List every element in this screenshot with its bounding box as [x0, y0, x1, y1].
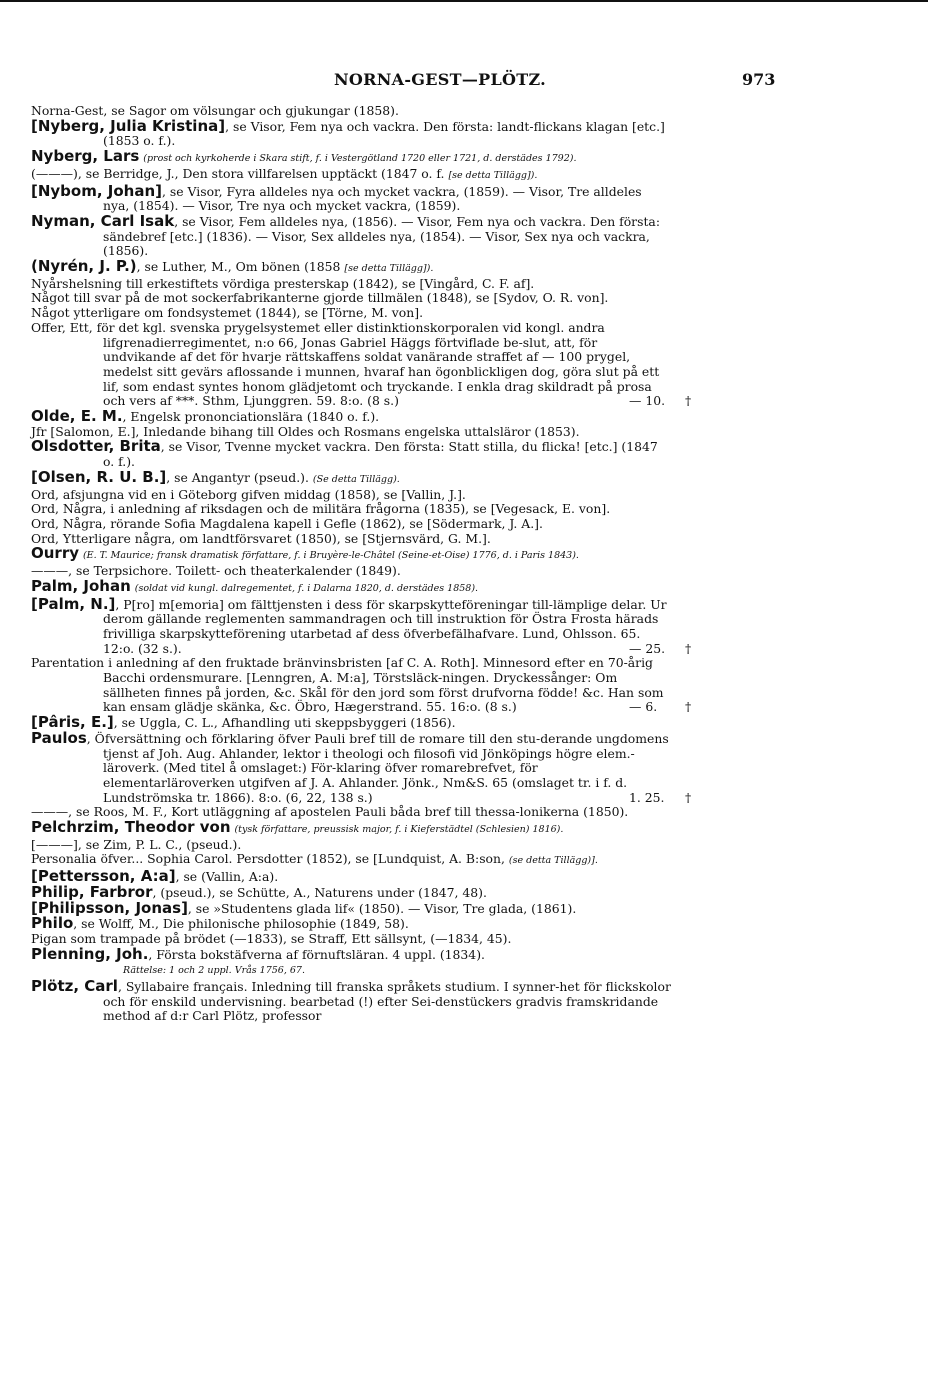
- catalog-entry: [31, 898, 671, 917]
- entry-heading: Philip, Farbror: [31, 882, 153, 901]
- catalog-entry: [31, 546, 671, 564]
- entry-note: (Se detta Tillägg).: [312, 473, 400, 485]
- entry-text: Ord, Några, rörande Sofia Magdalena kapell i Gefle (1862), se [Södermark, J. A.].: [31, 515, 543, 531]
- catalog-entry: [31, 181, 671, 214]
- entry-text: [———], se Zim, P. L. C., (pseud.).: [31, 836, 242, 852]
- entry-text: , P[ro] m[emoria] om fälttjensten i dess för skarpskytteföreningar till-lämplige delar. Ur derom gällande reglementen sammandragen och till instruktion för Östra Frosta härads frivilliga skarpskytteförening utarbetad af dess öfverbefälhafvare. Lund, Ohlsson. 65. 12:o. (32 s.).: [103, 596, 667, 656]
- entry-text: Ord, Ytterligare några, om landtförsvaret (1850), se [Stjernsvärd, G. M.].: [31, 530, 491, 546]
- entry-price: — 6.: [629, 699, 658, 715]
- entry-heading: [Palm, N.]: [31, 594, 116, 613]
- entry-text: , se »Studentens glada lif« (1850). — Visor, Tre glada, (1861).: [187, 900, 577, 916]
- entry-heading: Pelchrzim, Theodor von: [31, 818, 231, 837]
- entry-mark: †: [685, 393, 692, 409]
- catalog-entry: [31, 532, 671, 547]
- page-number: 973: [742, 70, 776, 89]
- catalog-entry: [31, 277, 671, 292]
- page-title: NORNA-GEST—PLÖTZ.: [333, 70, 547, 89]
- entry-note: [se detta Tillägg]).: [448, 169, 538, 181]
- catalog-entry: [31, 211, 671, 259]
- catalog-entry: [31, 944, 671, 979]
- entry-text: , se Uggla, C. L., Afhandling uti skeppsbyggeri (1856).: [113, 715, 456, 731]
- entry-text: , se Visor, Fem nya och vackra. Den första: landt-flickans klagan [etc.] (1853 o. f.).: [103, 118, 665, 149]
- catalog-entry: [31, 306, 671, 321]
- entry-note: (se detta Tillägg)].: [508, 855, 598, 867]
- entry-heading: Olsdotter, Brita: [31, 437, 161, 456]
- entry-note: (tysk författare, preussisk major, f. i Kieferstädtel (Schlesien) 1816).: [234, 824, 564, 836]
- entry-text: Ord, Några, i anledning af riksdagen och de militära frågorna (1835), se [Vegesack, E. von].: [31, 501, 611, 517]
- entry-text: Parentation i anledning af den fruktade bränvinsbristen [af C. A. Roth]. Minnesord efter en 70-årig Bacchi ordensmurare. [Lenngren, A. M:a], Törstsläck-ningen. Dryckessånger: Om sällheten finnes på jorden, &c. Skål för den jord som först drufvorna födde! &c. Han som kan ensam glädje skänka, &c. Öbro, Hægerstrand. 55. 16:o. (8 s.): [31, 655, 664, 715]
- entry-note: [se detta Tillägg]).: [344, 263, 434, 275]
- entry-heading: Plenning, Joh.: [31, 944, 149, 963]
- page-header: [0, 70, 928, 94]
- entry-heading: Nyberg, Lars: [31, 147, 140, 166]
- entry-text: Norna-Gest, se Sagor om völsungar och gjukungar (1858).: [31, 103, 399, 118]
- catalog-entry: [31, 319, 692, 409]
- entry-subnote: Rättelse: 1 och 2 uppl. Vrås 1756, 67.: [123, 965, 305, 977]
- catalog-entry: [31, 439, 671, 469]
- entry-mark: †: [685, 789, 692, 805]
- entry-price: — 10.: [629, 393, 666, 409]
- catalog-entry: [31, 517, 671, 532]
- entry-heading: Nyman, Carl Isak: [31, 211, 175, 230]
- catalog-entry: [31, 409, 671, 425]
- catalog-entry: [31, 291, 671, 306]
- entry-note: (prost och kyrkoherde i Skara stift, f. i Vestergötland 1720 eller 1721, d. derstädes 1792).: [143, 153, 577, 165]
- catalog-entry: [31, 576, 671, 597]
- entry-text: , se Visor, Fem alldeles nya, (1856). — Visor, Fem nya och vackra. Den första: sändebref [etc.] (1836). — Visor, Sex alldeles nya, (1854). — Visor, Sex nya och vackra, (1856).: [103, 213, 660, 259]
- entry-note: (soldat vid kungl. dalregementet, f. i Dalarna 1820, d. derstädes 1858).: [134, 582, 479, 594]
- entry-text: , se Angantyr (pseud.).: [166, 469, 309, 485]
- catalog-entries: [31, 103, 692, 1024]
- entry-heading: [Nyberg, Julia Kristina]: [31, 116, 226, 135]
- entry-text: , se Luther, M., Om bönen (1858: [136, 259, 341, 275]
- catalog-entry: [31, 655, 692, 715]
- entry-text: ———, se Roos, M. F., Kort utläggning af apostelen Pauli båda bref till thessa-lonikerna (1850).: [31, 804, 629, 820]
- entry-mark: †: [685, 699, 692, 715]
- catalog-entry: [31, 728, 692, 806]
- entry-heading: Plötz, Carl: [31, 977, 118, 996]
- entry-heading: Philo: [31, 914, 74, 933]
- entry-heading: [Philipsson, Jonas]: [31, 898, 188, 917]
- catalog-entry: [31, 467, 671, 488]
- entry-text: Ord, afsjungna vid en i Göteborg gifven middag (1858), se [Vallin, J.].: [31, 486, 466, 502]
- entry-text: (———), se Berridge, J., Den stora villfarelsen upptäckt (1847 o. f.: [31, 165, 445, 181]
- entry-text: Jfr [Salomon, E.], Inledande bihang till Oldes och Rosmans engelska uttalsläror (1853).: [31, 423, 580, 439]
- entry-heading: [Olsen, R. U. B.]: [31, 467, 167, 486]
- entry-heading: Paulos: [31, 728, 87, 747]
- catalog-entry: [31, 979, 671, 1024]
- entry-text: , se Visor, Fyra alldeles nya och mycket vackra, (1859). — Visor, Tre alldeles nya, (1854). — Visor, Tre nya och mycket vackra, (1859).: [103, 183, 642, 214]
- entry-heading: [Pâris, E.]: [31, 713, 114, 732]
- entry-text: Nyårshelsning till erkestiftets vördiga presterskap (1842), se [Vingård, C. F. af].: [31, 275, 535, 291]
- entry-text: , Första bokstäfverna af förnuftsläran. 4 uppl. (1834).: [148, 946, 485, 962]
- catalog-entry: [31, 715, 671, 731]
- top-rule: [0, 0, 928, 2]
- entry-heading: Ourry: [31, 544, 80, 563]
- catalog-entry: [31, 916, 671, 932]
- entry-text: , (pseud.), se Schütte, A., Naturens under (1847, 48).: [152, 884, 487, 900]
- entry-text: Personalia öfver... Sophia Carol. Persdotter (1852), se [Lundquist, A. B:son,: [31, 851, 505, 867]
- entry-text: , Syllabaire français. Inledning till franska språkets studium. I synner-het för flickskolor och för enskild undervisning. bearbetad (!) efter Sei-denstückers gradvis framskridande method af d:r Carl Plötz, professor: [103, 979, 671, 1024]
- entry-text: , se Visor, Tvenne mycket vackra. Den första: Statt stilla, du flicka! [etc.] (1847 o. f.).: [103, 439, 658, 470]
- entry-text: ———, se Terpsichore. Toilett- och theaterkalender (1849).: [31, 563, 401, 579]
- entry-heading: Olde, E. M.: [31, 407, 123, 426]
- catalog-entry: [31, 488, 671, 503]
- entry-text: Pigan som trampade på brödet (—1833), se Straff, Ett sällsynt, (—1834, 45).: [31, 930, 512, 946]
- entry-text: , se (Vallin, A:a).: [175, 869, 279, 885]
- entry-price: 1. 25.: [629, 789, 665, 805]
- entry-text: , Engelsk prononciationslära (1840 o. f.).: [122, 409, 380, 425]
- catalog-entry: [31, 594, 692, 657]
- entry-heading: Palm, Johan: [31, 576, 131, 595]
- entry-text: , se Wolff, M., Die philonische philosophie (1849, 58).: [73, 916, 409, 932]
- entry-text: Något ytterligare om fondsystemet (1844), se [Törne, M. von].: [31, 305, 424, 321]
- catalog-entry: [31, 838, 671, 853]
- entry-text: , Öfversättning och förklaring öfver Pauli bref till de romare till den stu-derande ungdomens tjenst af Joh. Aug. Ahlander, lektor i theologi och filosofi vid Jönköpings högre elem.-läroverk. (Med titel å omslaget:) För-klaring öfver romarebrefvet, för elementarläroverken utgifven af J. A. Ahlander. Jönk., Nm&S. 65 (omslaget tr. i f. d. Lundströmska tr. 1866). 8:o. (6, 22, 138 s.): [86, 730, 669, 805]
- entry-note: (E. T. Maurice; fransk dramatisk författare, f. i Bruyère-le-Châtel (Seine-et-Oise) 1776, d. i Paris 1843).: [82, 550, 579, 562]
- entry-text: Offer, Ett, för det kgl. svenska prygelsystemet eller distinktionskorporalen vid kongl. andra lifgrenadierregimentet, n:o 66, Jonas Gabriel Häggs förtviflade be-slut, att, för undvikande af det för hvarje rättskaffens soldat vanärande straffet af — 100 prygel, medelst sitt gevärs aflossande i munnen, hvaraf han ögonblickligen dog, göra slut på ett lif, som endast syntes honom glädjetomt och tryckande. I enkla drag skildradt på prosa och vers af ***. Sthm, Ljunggren. 59. 8:o. (8 s.): [31, 319, 660, 409]
- entry-mark: †: [685, 640, 692, 656]
- entry-heading: (Nyrén, J. P.): [31, 257, 137, 276]
- entry-heading: [Nybom, Johan]: [31, 181, 163, 200]
- entry-text: Något till svar på de mot sockerfabrikanterne gjorde tillmälen (1848), se [Sydov, O. R. von].: [31, 290, 609, 306]
- catalog-entry: [31, 116, 671, 149]
- catalog-entry: [31, 259, 671, 277]
- entry-price: — 25.: [629, 640, 666, 656]
- entry-heading: [Pettersson, A:a]: [31, 867, 176, 886]
- catalog-entry: [31, 820, 671, 838]
- catalog-entry: [31, 502, 671, 517]
- catalog-entry: [31, 149, 671, 167]
